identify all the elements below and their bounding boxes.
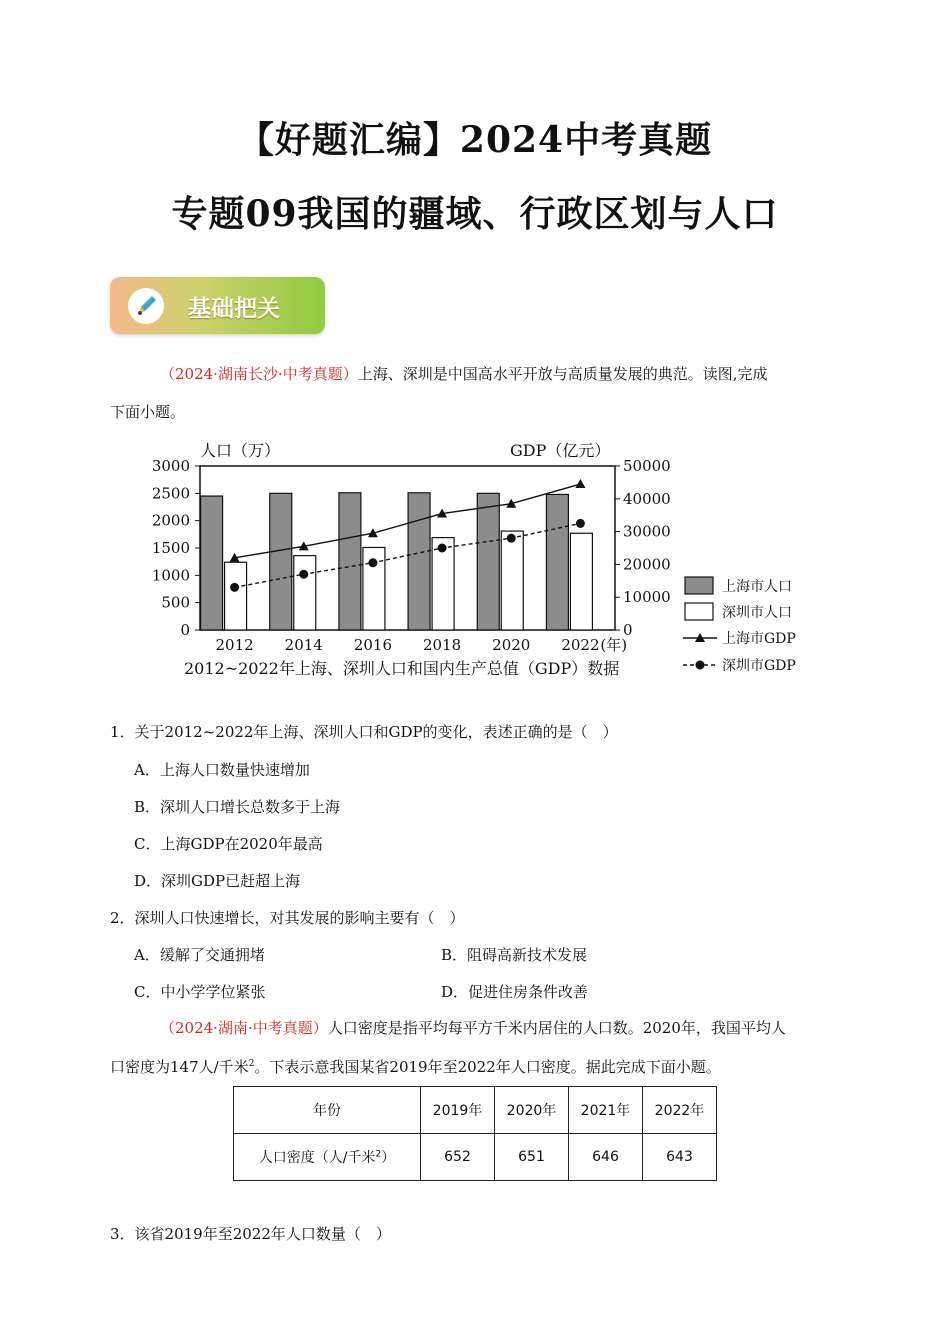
badge-label: 基础把关 (188, 296, 280, 322)
shenzhen-gdp-point (507, 534, 516, 543)
legend-label: 上海市人口 (722, 579, 792, 595)
right-tick-label: 50000 (623, 457, 671, 475)
legend-swatch (685, 577, 713, 594)
shenzhen-population-bar (225, 562, 247, 630)
table-row-label: 人口密度（人/千米$^2$） (234, 1134, 421, 1181)
legend-label: 上海市GDP (722, 631, 796, 647)
table-cell: 646 (569, 1134, 643, 1181)
q1-option-a[interactable]: A．上海人口数量快速增加 (134, 761, 310, 779)
table-header-cell: 2019年 (421, 1087, 495, 1134)
shenzhen-gdp-point (368, 558, 377, 567)
right-tick-label: 10000 (623, 588, 671, 607)
chart-title: 2012~2022年上海、深圳人口和国内生产总值（GDP）数据 (184, 659, 620, 678)
left-tick-label: 1000 (151, 566, 190, 585)
x-unit-label: (年) (600, 636, 628, 654)
shenzhen-population-bar (294, 556, 316, 630)
pen-icon (127, 287, 165, 325)
intro1-text: 上海、深圳是中国高水平开放与高质量发展的典范。读图,完成 (357, 365, 768, 383)
x-tick-label: 2016 (353, 636, 393, 654)
intro1-source: （2024·湖南长沙·中考真题） (160, 365, 358, 383)
shanghai-population-bar (339, 493, 361, 630)
intro1-line2: 下面小题。 (110, 403, 186, 421)
legend-swatch (685, 603, 713, 620)
intro2-text: 人口密度是指平均每平方千米内居住的人口数。2020年，我国平均人 (327, 1019, 786, 1037)
q2-option-c[interactable]: C．中小学学位紧张 (134, 983, 266, 1001)
x-tick-label: 2012 (215, 636, 254, 654)
x-tick-label: 2020 (492, 636, 531, 654)
shenzhen-gdp-point (299, 570, 308, 579)
intro2-text2b: 。下表示意我国某省2019年至2022年人口密度。据此完成下面小题。 (254, 1058, 721, 1076)
shenzhen-population-bar (570, 533, 592, 630)
q3-stem: 3．该省2019年至2022年人口数量（ ） (110, 1225, 391, 1243)
legend-marker (696, 661, 705, 670)
title-line1: 【好题汇编】2024中考真题 (237, 119, 713, 161)
table-header-row (234, 1087, 717, 1134)
shanghai-population-bar (477, 493, 499, 630)
intro2-text2a: 口密度为147人/千米 (110, 1058, 249, 1076)
table-header-cell: 2020年 (495, 1087, 569, 1134)
left-tick-label: 0 (180, 621, 190, 639)
intro2-sup: 2 (248, 1059, 255, 1069)
right-tick-label: 0 (623, 621, 633, 639)
right-tick-label: 40000 (623, 489, 671, 508)
q1-option-b[interactable]: B．深圳人口增长总数多于上海 (134, 798, 341, 816)
density-table (233, 1086, 717, 1181)
q1-option-c[interactable]: C．上海GDP在2020年最高 (134, 835, 323, 853)
right-axis-label: GDP（亿元） (510, 441, 611, 460)
title-line2: 专题09我国的疆域、行政区划与人口 (171, 193, 779, 235)
table-row (234, 1134, 717, 1181)
shanghai-population-bar (270, 493, 292, 630)
q1-option-d[interactable]: D．深圳GDP已赶超上海 (134, 872, 301, 890)
left-tick-label: 2500 (151, 484, 190, 503)
population-gdp-chart (140, 436, 820, 686)
table-cell: 652 (421, 1134, 495, 1181)
shanghai-population-bar (408, 493, 430, 630)
left-tick-label: 3000 (151, 457, 190, 475)
x-tick-label: 2022 (561, 636, 600, 654)
shenzhen-population-bar (501, 531, 523, 630)
table-cell: 643 (643, 1134, 717, 1181)
x-tick-label: 2018 (422, 636, 462, 654)
intro2-line2 (110, 1054, 721, 1077)
intro1-line1 (160, 364, 768, 384)
section-badge (110, 277, 325, 334)
q2-stem: 2．深圳人口快速增长，对其发展的影响主要有（ ） (110, 909, 465, 927)
q2-option-b[interactable]: B．阻碍高新技术发展 (441, 946, 588, 964)
shanghai-population-bar (201, 496, 223, 630)
shenzhen-gdp-point (576, 519, 585, 528)
table-header-cell: 2021年 (569, 1087, 643, 1134)
legend-label: 深圳市GDP (722, 658, 796, 674)
left-tick-label: 1500 (151, 539, 190, 557)
x-tick-label: 2014 (284, 636, 323, 654)
table-header-cell: 2022年 (643, 1087, 717, 1134)
left-tick-label: 2000 (151, 511, 190, 530)
right-tick-label: 30000 (623, 522, 671, 541)
table-cell: 651 (495, 1134, 569, 1181)
shanghai-population-bar (546, 494, 568, 630)
shanghai-gdp-point (575, 479, 585, 488)
table-header-cell: 年份 (234, 1087, 421, 1134)
intro2-line1 (160, 1018, 786, 1038)
shenzhen-gdp-point (230, 583, 239, 592)
q2-option-d[interactable]: D．促进住房条件改善 (441, 983, 589, 1001)
left-tick-label: 500 (161, 593, 190, 612)
q2-option-a[interactable]: A．缓解了交通拥堵 (134, 946, 265, 964)
shenzhen-gdp-point (438, 544, 447, 553)
right-tick-label: 20000 (623, 555, 671, 574)
left-axis-label: 人口（万） (200, 441, 281, 460)
q1-stem: 1．关于2012~2022年上海、深圳人口和GDP的变化，表述正确的是（ ） (110, 723, 618, 741)
intro2-source: （2024·湖南·中考真题） (160, 1019, 328, 1037)
legend-label: 深圳市人口 (722, 605, 792, 621)
